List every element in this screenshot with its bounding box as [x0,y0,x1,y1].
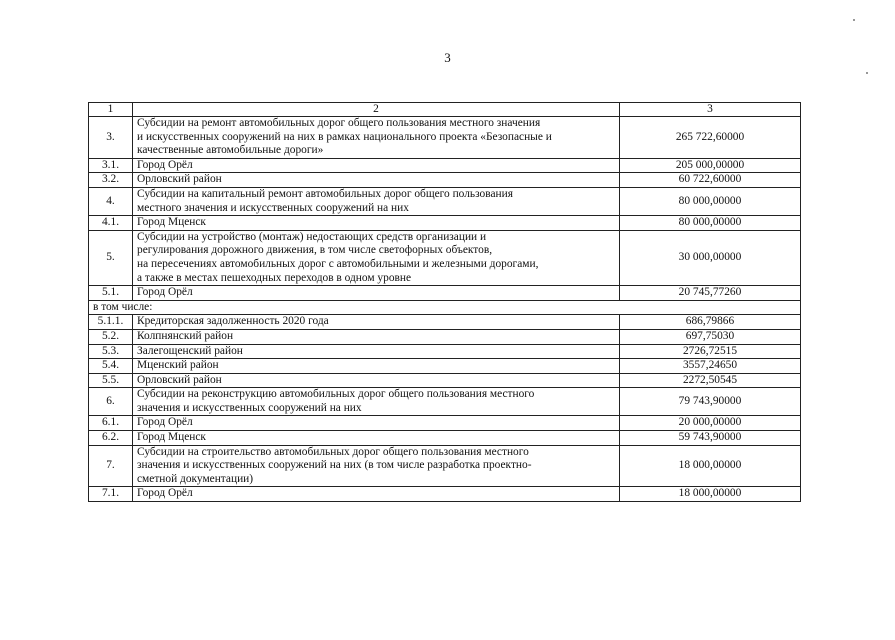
row-value: 80 000,00000 [620,216,801,231]
subsidies-table [88,102,801,502]
row-value: 18 000,00000 [620,487,801,502]
row-value: 2272,50545 [620,373,801,388]
row-value: 59 743,90000 [620,431,801,446]
row-name: Субсидии на капитальный ремонт автомобильных дорог общего пользования местного значения и искусственных сооружений на них [133,187,620,215]
row-name: Город Орёл [133,158,620,173]
table-row [89,359,801,374]
row-number: 5.1. [89,286,133,301]
row-value: 20 000,00000 [620,416,801,431]
row-name: Залегощенский район [133,344,620,359]
row-number: 5.5. [89,373,133,388]
header-cell-name: 2 [133,103,620,117]
row-name: Город Мценск [133,216,620,231]
table-row [89,487,801,502]
row-number: 6. [89,388,133,416]
row-number: 6.2. [89,431,133,446]
table-row [89,431,801,446]
row-number: 3.2. [89,173,133,188]
page-number: 3 [444,50,451,65]
table-row [89,117,801,159]
row-number: 7. [89,445,133,487]
row-name: Кредиторская задолженность 2020 года [133,315,620,330]
row-number: 5.2. [89,329,133,344]
table-row [89,286,801,301]
row-value: 60 722,60000 [620,173,801,188]
row-name: Мценский район [133,359,620,374]
row-number: 5.3. [89,344,133,359]
row-number: 5.1.1. [89,315,133,330]
header-cell-number: 1 [89,103,133,117]
scan-speck [853,19,855,21]
row-name: Город Мценск [133,431,620,446]
row-number: 6.1. [89,416,133,431]
row-value: 79 743,90000 [620,388,801,416]
table-row [89,388,801,416]
row-value: 20 745,77260 [620,286,801,301]
row-number: 3. [89,117,133,159]
table-row [89,416,801,431]
row-value: 3557,24650 [620,359,801,374]
row-number: 5. [89,230,133,285]
table-row [89,344,801,359]
row-name: Орловский район [133,373,620,388]
table-row [89,300,801,315]
row-value: 80 000,00000 [620,187,801,215]
row-value: 697,75030 [620,329,801,344]
row-number: 4.1. [89,216,133,231]
table-header-row [89,103,801,117]
header-cell-value: 3 [620,103,801,117]
row-value: 205 000,00000 [620,158,801,173]
table-row [89,230,801,285]
table-row [89,187,801,215]
row-value: 18 000,00000 [620,445,801,487]
table-row [89,329,801,344]
row-value: 2726,72515 [620,344,801,359]
row-value: 30 000,00000 [620,230,801,285]
row-value: 686,79866 [620,315,801,330]
table-row [89,173,801,188]
row-number: 3.1. [89,158,133,173]
table-row [89,373,801,388]
row-name: Субсидии на строительство автомобильных дорог общего пользования местного значения и искусственных сооружений на них (в том числе разработка проектно- сметной документации) [133,445,620,487]
table-row [89,216,801,231]
row-name: Город Орёл [133,286,620,301]
row-name: Субсидии на устройство (монтаж) недостающих средств организации и регулирования дорожного движения, в том числе светофорных объектов, на пересечениях автомобильных дорог с автомобильными и железными дорогами, а также в местах пешеходных переходов в одном уровне [133,230,620,285]
row-name: Орловский район [133,173,620,188]
row-value: 265 722,60000 [620,117,801,159]
row-number: 5.4. [89,359,133,374]
row-number: 4. [89,187,133,215]
row-name: Субсидии на реконструкцию автомобильных дорог общего пользования местного значения и искусственных сооружений на них [133,388,620,416]
table-row [89,158,801,173]
row-name: Субсидии на ремонт автомобильных дорог общего пользования местного значения и искусственных сооружений на них в рамках национального проекта «Безопасные и качественные автомобильные дороги» [133,117,620,159]
row-name: Колпнянский район [133,329,620,344]
table-row [89,445,801,487]
section-label: в том числе: [89,300,801,315]
row-name: Город Орёл [133,487,620,502]
row-name: Город Орёл [133,416,620,431]
table-row [89,315,801,330]
scan-speck [866,72,868,74]
row-number: 7.1. [89,487,133,502]
